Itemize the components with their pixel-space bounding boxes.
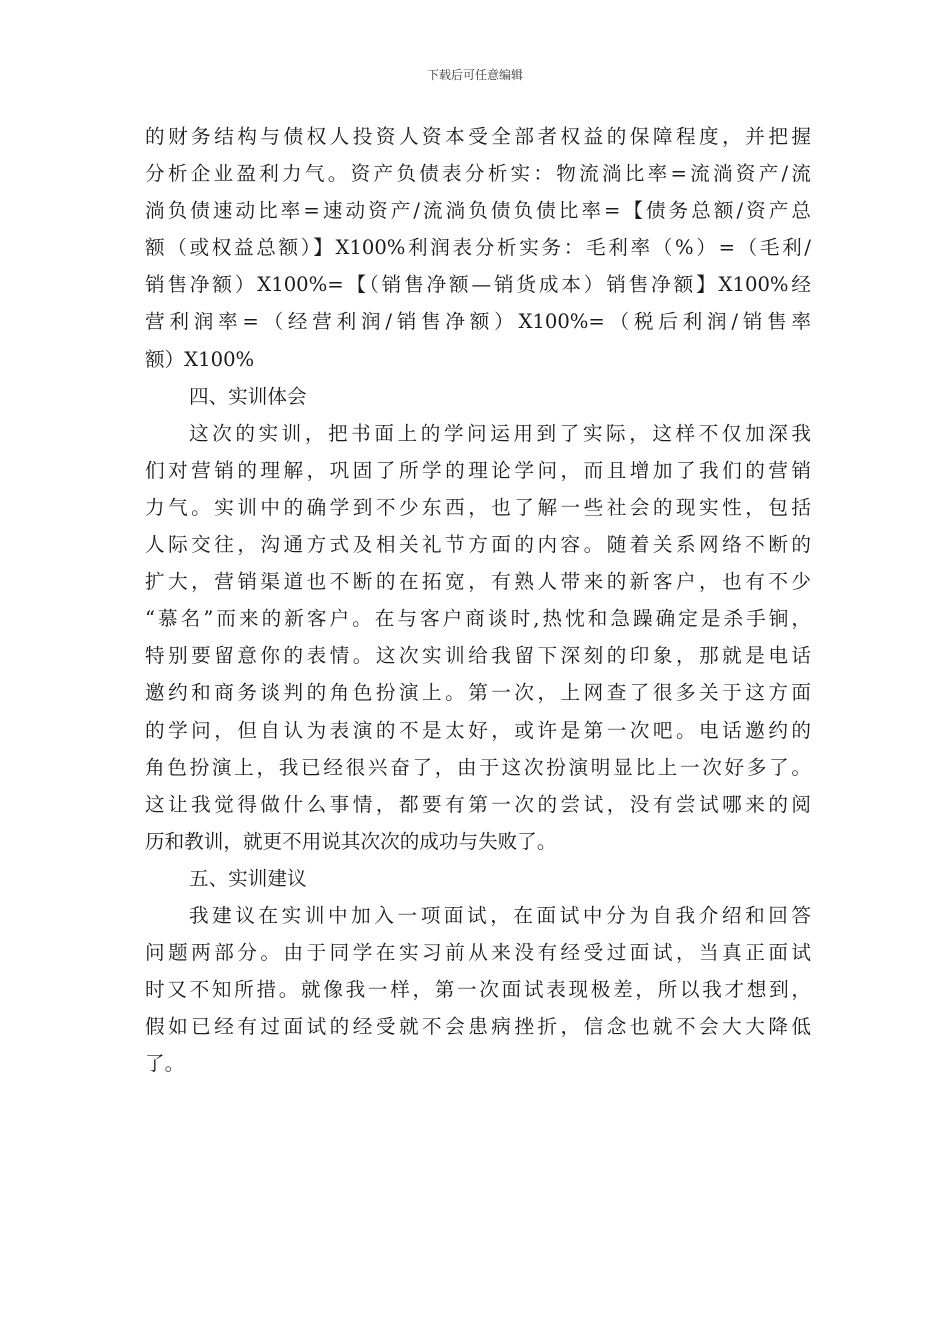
text-line: 这次的实训，把书面上的学问运用到了实际，这样不仅加深我 xyxy=(189,421,811,445)
text-line: 特别要留意你的表情。这次实训给我留下深刻的印象，那就是电话 xyxy=(145,644,811,668)
document-body xyxy=(145,118,811,1082)
section-heading-training-suggestion xyxy=(145,860,811,897)
text-line: 营利润率=（经营利润/销售净额）X100%=（税后利润/销售率 xyxy=(145,310,811,334)
paragraph-training-suggestion xyxy=(145,897,811,1082)
text-line: 这让我觉得做什么事情，都要有第一次的尝试，没有尝试哪来的阅 xyxy=(145,792,811,816)
text-line: 力气。实训中的确学到不少东西，也了解一些社会的现实性，包括 xyxy=(145,495,811,519)
text-line: 额（或权益总额）】X100%利润表分析实务：毛利率（%）=（毛利/ xyxy=(145,236,811,260)
text-line: 扩大，营销渠道也不断的在拓宽，有熟人带来的新客户，也有不少 xyxy=(145,570,811,594)
text-line: 我建议在实训中加入一项面试，在面试中分为自我介绍和回答 xyxy=(189,903,811,927)
text-line: 问题两部分。由于同学在实习前从来没有经受过面试，当真正面试 xyxy=(145,941,811,965)
text-line: 了。 xyxy=(145,1052,185,1076)
heading-text: 五、实训建议 xyxy=(189,866,307,890)
text-line: 的财务结构与债权人投资人资本受全部者权益的保障程度，并把握 xyxy=(145,125,811,148)
page-header: 下载后可任意编辑 xyxy=(426,68,523,82)
text-line: 历和教训，就更不用说其次次的成功与失败了。 xyxy=(145,829,557,853)
text-line: 额）X100% xyxy=(145,347,255,371)
heading-text: 四、实训体会 xyxy=(189,384,307,408)
text-line: 邀约和商务谈判的角色扮演上。第一次，上网查了很多关于这方面 xyxy=(145,681,811,705)
section-heading-training-experience xyxy=(145,378,811,415)
paragraph-training-experience xyxy=(145,415,811,860)
text-line: 分析企业盈利力气。资产负债表分析实：物流淌比率=流淌资产/流 xyxy=(145,162,811,186)
text-line: 淌负债速动比率=速动资产/流淌负债负债比率=【债务总额/资产总 xyxy=(145,199,811,223)
text-line: 们对营销的理解，巩固了所学的理论学问，而且增加了我们的营销 xyxy=(145,458,811,482)
text-line: 假如已经有过面试的经受就不会患病挫折，信念也就不会大大降低 xyxy=(145,1015,811,1039)
text-line: “慕名”而来的新客户。在与客户商谈时,热忱和急躁确定是杀手锏， xyxy=(145,607,811,631)
text-line: 人际交往，沟通方式及相关礼节方面的内容。随着关系网络不断的 xyxy=(145,533,811,557)
text-line: 角色扮演上，我已经很兴奋了，由于这次扮演明显比上一次好多了。 xyxy=(145,755,811,779)
paragraph-financial-analysis xyxy=(145,118,811,378)
text-line: 销售净额）X100%=【（销售净额—销货成本）销售净额】X100%经 xyxy=(145,273,811,297)
text-line: 的学问，但自认为表演的不是太好，或许是第一次吧。电话邀约的 xyxy=(145,718,811,742)
text-line: 时又不知所措。就像我一样，第一次面试表现极差，所以我才想到， xyxy=(145,978,811,1002)
